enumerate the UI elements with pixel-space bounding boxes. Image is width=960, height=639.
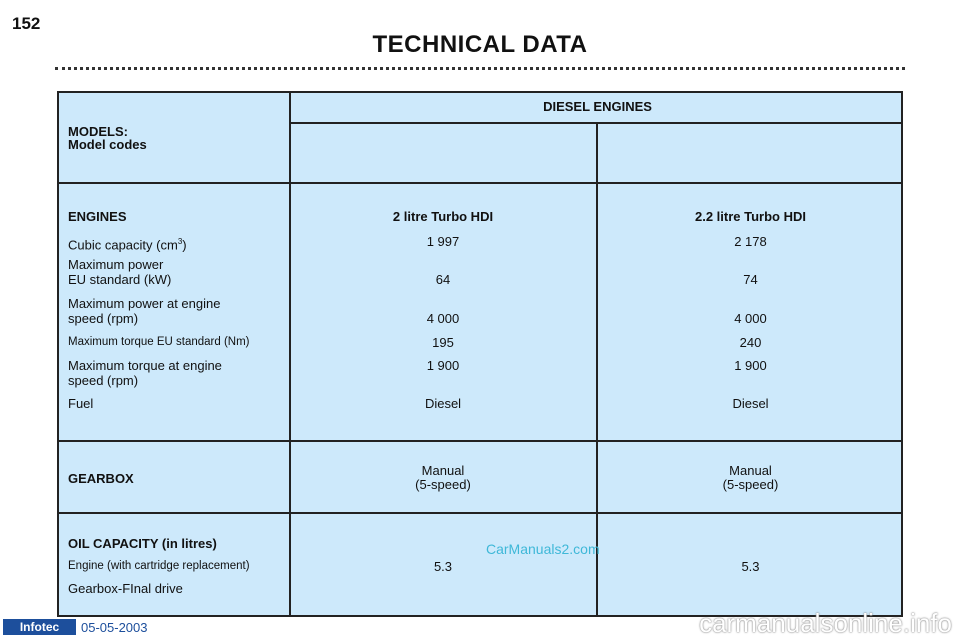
fuel-col2: Diesel: [732, 396, 769, 411]
oil-gearbox-label: Gearbox-FInal drive: [68, 581, 183, 596]
models-label: MODELS:: [68, 124, 128, 139]
gearbox-col1-line1: Manual: [421, 463, 465, 478]
max-torque-speed-label-1: Maximum torque at engine: [68, 358, 222, 373]
cubic-capacity-col1: 1 997: [426, 234, 460, 249]
cubic-capacity-label: Cubic capacity $(cm^3)$: [68, 237, 187, 253]
max-torque-speed-label-2: speed (rpm): [68, 373, 139, 388]
gearbox-col2-line1: Manual: [729, 463, 772, 478]
gearbox-label: GEARBOX: [68, 471, 134, 486]
footer-date: 05-05-2003: [81, 620, 148, 635]
engine-col2: 2.2 litre Turbo HDI: [695, 209, 806, 224]
header-divider: [289, 122, 903, 124]
max-power-speed-label-1: Maximum power at engine: [68, 296, 221, 311]
max-power-col1: 64: [435, 272, 451, 287]
row-divider-models: [59, 182, 903, 184]
max-power-speed-col2: 4 000: [734, 311, 767, 326]
dotted-divider: [55, 67, 905, 70]
page-number: 152: [12, 14, 41, 33]
model-codes-label: Model codes: [68, 137, 147, 152]
fuel-label: Fuel: [68, 396, 94, 411]
oil-capacity-label: OIL CAPACITY (in litres): [68, 536, 217, 551]
fuel-col1: Diesel: [424, 396, 462, 411]
max-torque-speed-col1: 1 900: [426, 358, 460, 373]
max-power-label-1: Maximum power: [68, 257, 164, 272]
engine-col1: 2 litre Turbo HDI: [392, 209, 494, 224]
max-torque-col2: 240: [739, 335, 762, 350]
watermark: CarManuals2.com: [486, 541, 600, 557]
oil-col1: 5.3: [433, 559, 453, 574]
row-divider-engines: [59, 440, 903, 442]
oil-engine-label: Engine (with cartridge replacement): [68, 560, 250, 572]
oil-col2: 5.3: [741, 559, 760, 574]
column-divider-1: [289, 93, 291, 615]
row-divider-gearbox: [59, 512, 903, 514]
max-power-speed-col1: 4 000: [426, 311, 460, 326]
gearbox-col1-line2: (5-speed): [415, 477, 471, 492]
infotec-logo: Infotec: [3, 619, 76, 635]
max-torque-label: Maximum torque EU standard (Nm): [68, 336, 250, 348]
diesel-engines-header: DIESEL ENGINES: [543, 99, 652, 114]
gearbox-col2-line2: (5-speed): [722, 477, 779, 492]
max-power-col2: 74: [743, 272, 758, 287]
max-torque-speed-col2: 1 900: [734, 358, 767, 373]
cubic-capacity-col2: 2 178: [734, 234, 767, 249]
max-power-speed-label-2: speed (rpm): [68, 311, 139, 326]
technical-data-table: [57, 91, 903, 617]
max-power-label-2: EU standard (kW): [68, 272, 172, 287]
page-title: TECHNICAL DATA: [372, 31, 588, 58]
max-torque-col1: 195: [432, 335, 454, 350]
footer-site-watermark: carmanualsonline.info: [699, 608, 952, 638]
engines-label: ENGINES: [68, 209, 127, 224]
